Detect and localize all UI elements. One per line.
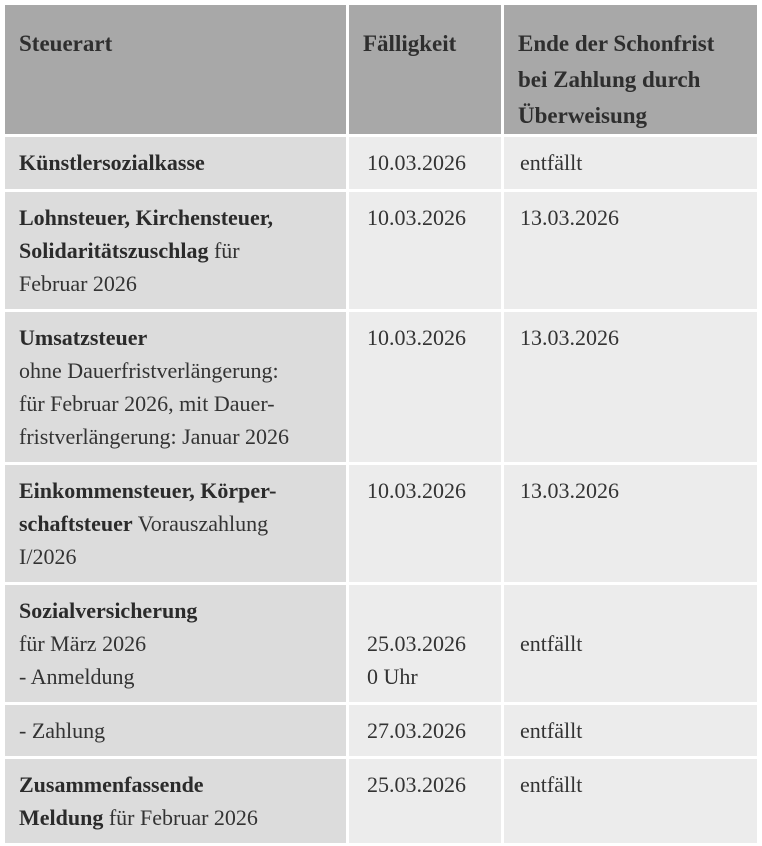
table-row — [5, 585, 757, 702]
table-row — [5, 137, 757, 189]
header-tax-type: Steuerart — [5, 5, 346, 134]
tax-type-bold: Zusammenfassende — [19, 772, 204, 797]
tax-type-text: für — [208, 238, 240, 263]
due-date-cell — [349, 585, 501, 702]
tax-type-cell — [5, 312, 346, 462]
grace-period-cell: 13.03.2026 — [504, 312, 757, 462]
tax-type-bold: Umsatzsteuer — [19, 325, 148, 350]
header-due-date: Fälligkeit — [349, 5, 501, 134]
tax-type-bold: schaftsteuer — [19, 511, 133, 536]
header-grace-line: Überweisung — [518, 103, 648, 128]
grace-period-cell: entfällt — [504, 759, 757, 843]
tax-type-cell — [5, 759, 346, 843]
grace-period-text: entfällt — [520, 631, 583, 656]
due-date-cell: 10.03.2026 — [349, 312, 501, 462]
tax-type-text: Vorauszahlung — [132, 511, 269, 536]
tax-type-cell — [5, 137, 346, 189]
due-date-line: 25.03.2026 — [367, 631, 466, 656]
tax-type-text: I/2026 — [19, 544, 77, 569]
header-row — [5, 5, 757, 134]
grace-period-cell: 13.03.2026 — [504, 465, 757, 582]
tax-type-text: fristverlängerung: Januar 2026 — [19, 424, 290, 449]
tax-type-text: Februar 2026 — [19, 271, 137, 296]
tax-type-cell — [5, 465, 346, 582]
tax-type-cell — [5, 192, 346, 309]
tax-type-text: für Februar 2026, mit Dauer- — [19, 391, 275, 416]
tax-deadline-table — [2, 2, 760, 846]
table-row — [5, 192, 757, 309]
tax-type-bold: Künstlersozialkasse — [19, 150, 205, 175]
table-row — [5, 759, 757, 843]
grace-period-cell: 13.03.2026 — [504, 192, 757, 309]
due-date-cell: 27.03.2026 — [349, 705, 501, 756]
table-row — [5, 312, 757, 462]
due-date-cell: 10.03.2026 — [349, 192, 501, 309]
table-row — [5, 465, 757, 582]
tax-type-bold: Meldung — [19, 805, 104, 830]
tax-type-text: ohne Dauerfristverlängerung: — [19, 358, 279, 383]
tax-type-text: - Anmeldung — [19, 664, 135, 689]
tax-type-text: für Februar 2026 — [103, 805, 258, 830]
due-date-cell: 10.03.2026 — [349, 137, 501, 189]
header-grace-line: bei Zahlung durch — [518, 67, 701, 92]
due-date-cell: 25.03.2026 — [349, 759, 501, 843]
grace-period-cell: entfällt — [504, 137, 757, 189]
tax-type-text: - Zahlung — [19, 718, 106, 743]
tax-type-cell — [5, 585, 346, 702]
tax-type-bold: Einkommensteuer, Körper- — [19, 478, 277, 503]
grace-period-cell: entfällt — [504, 705, 757, 756]
grace-period-cell — [504, 585, 757, 702]
header-grace-period — [504, 5, 757, 134]
tax-type-bold: Solidaritätszuschlag — [19, 238, 209, 263]
tax-type-cell — [5, 705, 346, 756]
header-grace-line: Ende der Schonfrist — [518, 31, 715, 56]
due-time-line: 0 Uhr — [367, 664, 418, 689]
due-date-cell: 10.03.2026 — [349, 465, 501, 582]
tax-type-bold: Sozialversicherung — [19, 598, 198, 623]
tax-type-bold: Lohnsteuer, Kirchensteuer, — [19, 205, 274, 230]
table-row — [5, 705, 757, 756]
tax-type-text: für März 2026 — [19, 631, 147, 656]
